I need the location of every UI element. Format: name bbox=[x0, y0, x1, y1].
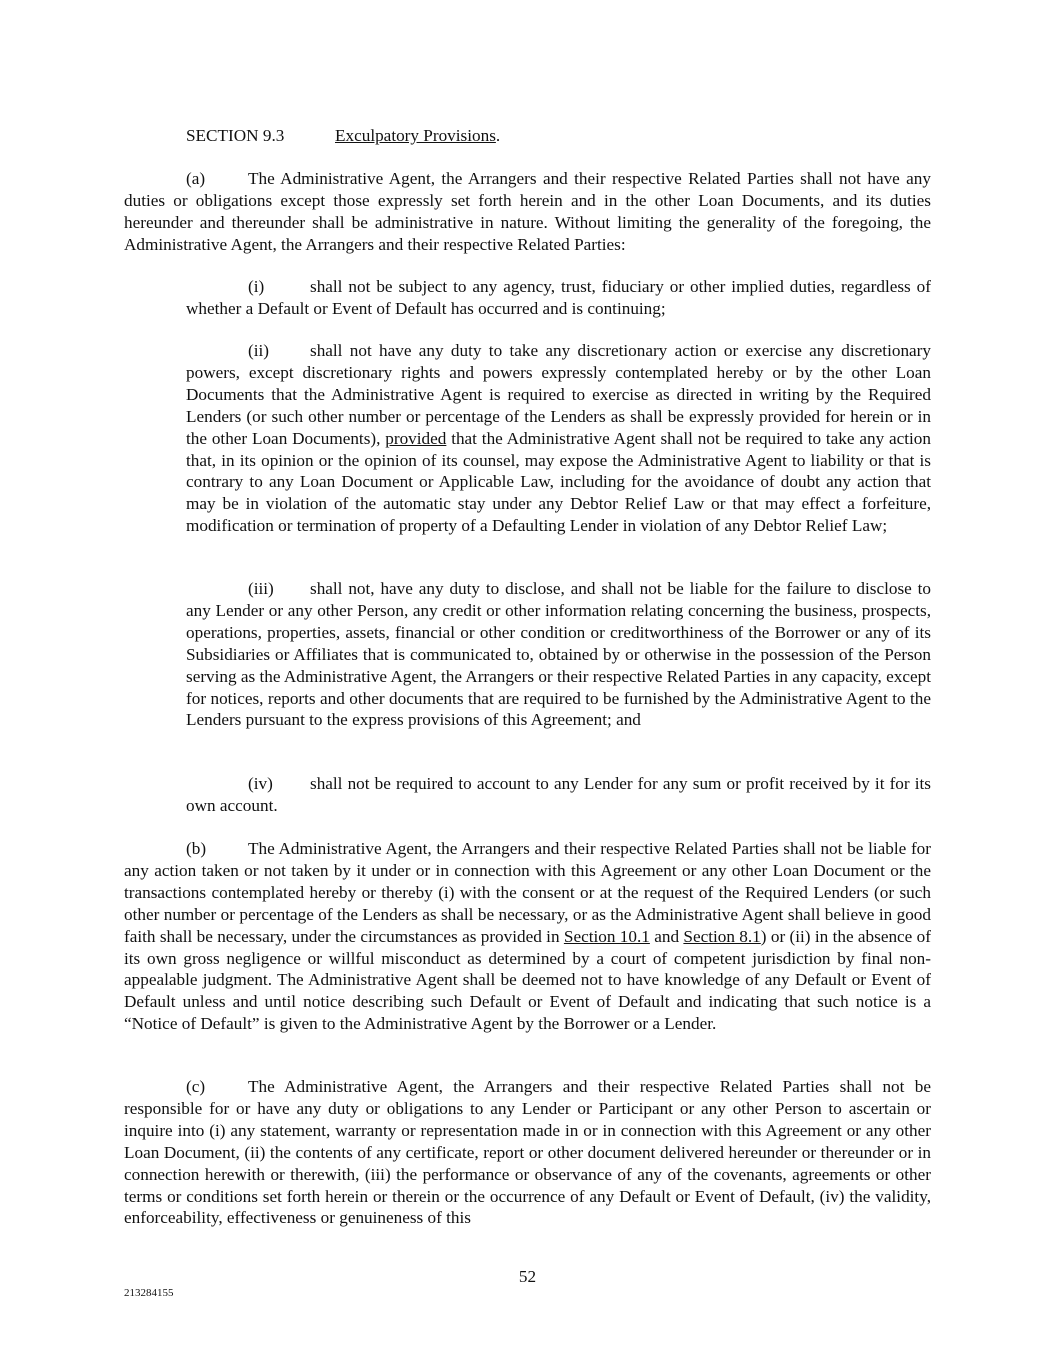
item-iv-label: (iv) bbox=[248, 774, 273, 793]
paragraph-b-text-2: and bbox=[649, 926, 684, 946]
paragraph-a-label: (a) bbox=[186, 169, 206, 188]
paragraph-c-text: The Administrative Agent, the Arrangers and their respective Related Parties shall not be responsible for or have any duty or obligations to any Lender or Participant or any other Person to ascertain or inquire into (i) any statement, warranty or representation made in or in connection with this Agreement or any other Loan Document, (ii) the contents of any certificate, report or other document delivered hereunder or thereunder or in connection herewith or therewith, (iii) the performance or observance of any of the covenants, agreements or other terms or conditions set forth herein or therein or the occurrence of any Default or Event of Default, (iv) the validity, enforceability, effectiveness or genuineness of this bbox=[124, 1077, 931, 1228]
page-number: 52 bbox=[518, 1267, 537, 1286]
section-8-1-ref: Section 8.1 bbox=[683, 926, 761, 946]
paragraph-b-label: (b) bbox=[186, 839, 207, 858]
paragraph-b-text-1: The Administrative Agent, the Arrangers and their respective Related Parties shall not be liable for any action taken or not taken by it under or in connection with this Agreement or any other Loan Document or the transactions contemplated hereby or thereby (i) with the consent or at the request of the Required Lenders (or such other number or percentage of the Lenders as shall be necessary, or as the Administrative Agent shall believe in good faith shall be necessary, under the circumstances as provided in bbox=[124, 839, 931, 946]
item-i-text: shall not be subject to any agency, trust, fiduciary or other implied duties, regardless of whether a Default or Event of Default has occurred and is continuing; bbox=[186, 277, 931, 318]
item-iii-label: (iii) bbox=[248, 579, 274, 598]
item-ii-text-2: that the Administrative Agent shall not be required to take any action that, in its opinion or the opinion of its counsel, may expose the Administrative Agent to liability or that is contrary to any Loan Document or Applicable Law, including for the avoidance of doubt any action that may be in violation of the automatic stay under any Debtor Relief Law or that may effect a forfeiture, modification or termination of property of a Defaulting Lender in violation of any Debtor Relief Law; bbox=[186, 428, 931, 536]
paragraph-c bbox=[124, 1076, 931, 1229]
item-iii-text: shall not, have any duty to disclose, and shall not be liable for the failure to disclose to any Lender or any other Person, any credit or other information relating concerning the business, prospects, operations, properties, assets, financial or other condition or creditworthiness of the Borrower or any of its Subsidiaries or Affiliates that is communicated to, obtained by or otherwise in the possession of the Person serving as the Administrative Agent, the Arrangers or their respective Related Parties in any capacity, except for notices, reports and other documents that are required to be furnished by the Administrative Agent to the Lenders pursuant to the express provisions of this Agreement; and bbox=[186, 579, 931, 730]
item-ii-text-1: shall not have any duty to take any discretionary action or exercise any discretionary powers, except discretionary rights and powers expressly contemplated hereby or by the other Loan Documents that the Administrative Agent is required to exercise as directed in writing by the Required Lenders (or such other number or percentage of the Lenders as shall be expressly provided for herein or in the other Loan Documents), bbox=[186, 341, 931, 448]
item-i bbox=[186, 276, 931, 320]
item-ii-provided: provided bbox=[385, 428, 447, 448]
paragraph-a-text: The Administrative Agent, the Arrangers and their respective Related Parties shall not have any duties or obligations except those expressly set forth herein and in the other Loan Documents, and its duties hereunder and thereunder shall be administrative in nature. Without limiting the generality of the foregoing, the Administrative Agent, the Arrangers and their respective Related Parties: bbox=[124, 169, 931, 254]
paragraph-a bbox=[124, 168, 931, 256]
paragraph-b-text-3: ) or (ii) in the absence of its own gross negligence or willful misconduct as determined by a court of competent jurisdiction by final non-appealable judgment. The Administrative Agent shall be deemed not to have knowledge of any Default or Event of Default unless and until notice describing such Default or Event of Default and indicating that such notice is a “Notice of Default” is given to the Administrative Agent by the Borrower or a Lender. bbox=[124, 926, 931, 1034]
section-title-punct: . bbox=[495, 126, 501, 145]
item-i-label: (i) bbox=[248, 277, 265, 296]
paragraph-b bbox=[124, 838, 931, 1035]
item-iv-text: shall not be required to account to any Lender for any sum or profit received by it for its own account. bbox=[186, 774, 931, 815]
item-ii-label: (ii) bbox=[248, 341, 269, 360]
section-title: Exculpatory Provisions bbox=[335, 126, 496, 145]
paragraph-c-label: (c) bbox=[186, 1077, 206, 1096]
section-10-1-ref: Section 10.1 bbox=[563, 926, 650, 946]
item-ii bbox=[186, 340, 931, 537]
document-id: 213284155 bbox=[124, 1287, 174, 1299]
item-iii bbox=[186, 578, 931, 731]
section-heading bbox=[186, 125, 500, 147]
item-iv bbox=[186, 773, 931, 817]
section-number: SECTION 9.3 bbox=[186, 126, 285, 145]
